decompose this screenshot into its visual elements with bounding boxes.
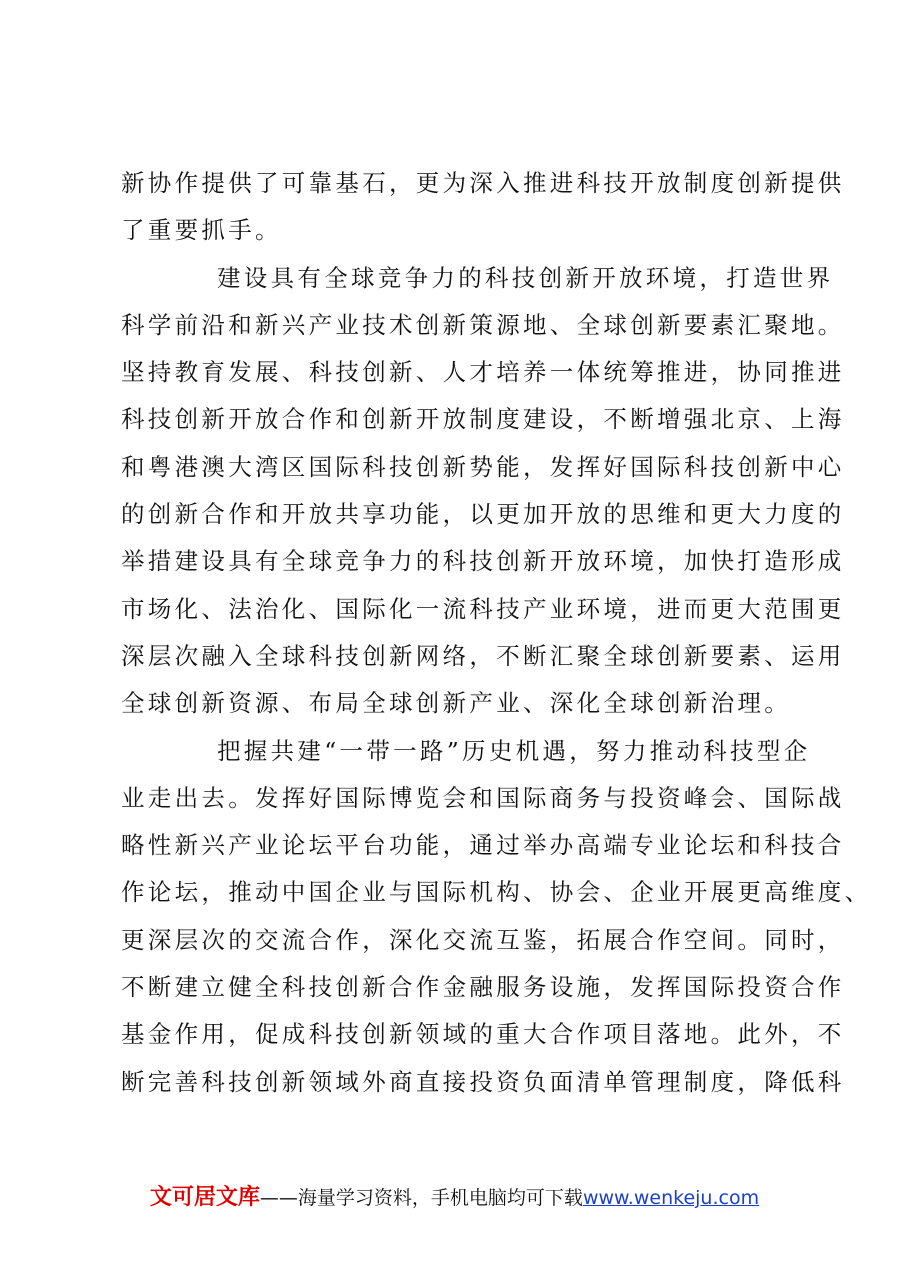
text-line: 新协作提供了可靠基石，更为深入推进科技开放制度创新提供 xyxy=(121,169,845,197)
text-line: 深层次融入全球科技创新网络，不断汇聚全球创新要素、运用 xyxy=(121,641,845,670)
footer-banner xyxy=(0,1180,909,1211)
text-line: 和粤港澳大湾区国际科技创新势能，发挥好国际科技创新中心 xyxy=(121,452,845,481)
footer-brand: 文可居文库 xyxy=(149,1185,260,1210)
document-body xyxy=(121,160,872,1106)
text-line: 全球创新资源、布局全球创新产业、深化全球创新治理。 xyxy=(121,689,791,718)
footer-link[interactable]: www.wenkeju.com xyxy=(582,1187,760,1209)
text-line: 基金作用，促成科技创新领域的重大合作项目落地。此外，不 xyxy=(121,1020,845,1049)
text-line: 科学前沿和新兴产业技术创新策源地、全球创新要素汇聚地。 xyxy=(121,310,845,339)
text-line: 不断建立健全科技创新合作金融服务设施，发挥国际投资合作 xyxy=(121,973,845,1002)
text-line: 把握共建“一带一路”历史机遇，努力推动科技型企 xyxy=(217,736,811,765)
text-line: 科技创新开放合作和创新开放制度建设，不断增强北京、上海 xyxy=(121,405,845,434)
text-line: 作论坛，推动中国企业与国际机构、协会、企业开展更高维度、 xyxy=(121,878,872,907)
text-line: 的创新合作和开放共享功能，以更加开放的思维和更大力度的 xyxy=(121,500,845,529)
text-line: 业走出去。发挥好国际博览会和国际商务与投资峰会、国际战 xyxy=(121,783,845,812)
text-line: 举措建设具有全球竞争力的科技创新开放环境，加快打造形成 xyxy=(121,547,845,576)
text-line: 市场化、法治化、国际化一流科技产业环境，进而更大范围更 xyxy=(121,594,845,623)
text-line: 了重要抓手。 xyxy=(121,216,282,245)
text-line: 建设具有全球竞争力的科技创新开放环境，打造世界 xyxy=(217,263,834,292)
text-line: 略性新兴产业论坛平台功能，通过举办高端专业论坛和科技合 xyxy=(121,831,845,860)
text-line: 断完善科技创新领域外商直接投资负面清单管理制度，降低科 xyxy=(121,1067,845,1096)
text-line: 更深层次的交流合作，深化交流互鉴，拓展合作空间。同时， xyxy=(121,925,845,954)
text-line: 坚持教育发展、科技创新、人才培养一体统筹推进，协同推进 xyxy=(121,358,845,387)
footer-tagline: ——海量学习资料，手机电脑均可下载 xyxy=(259,1187,583,1209)
